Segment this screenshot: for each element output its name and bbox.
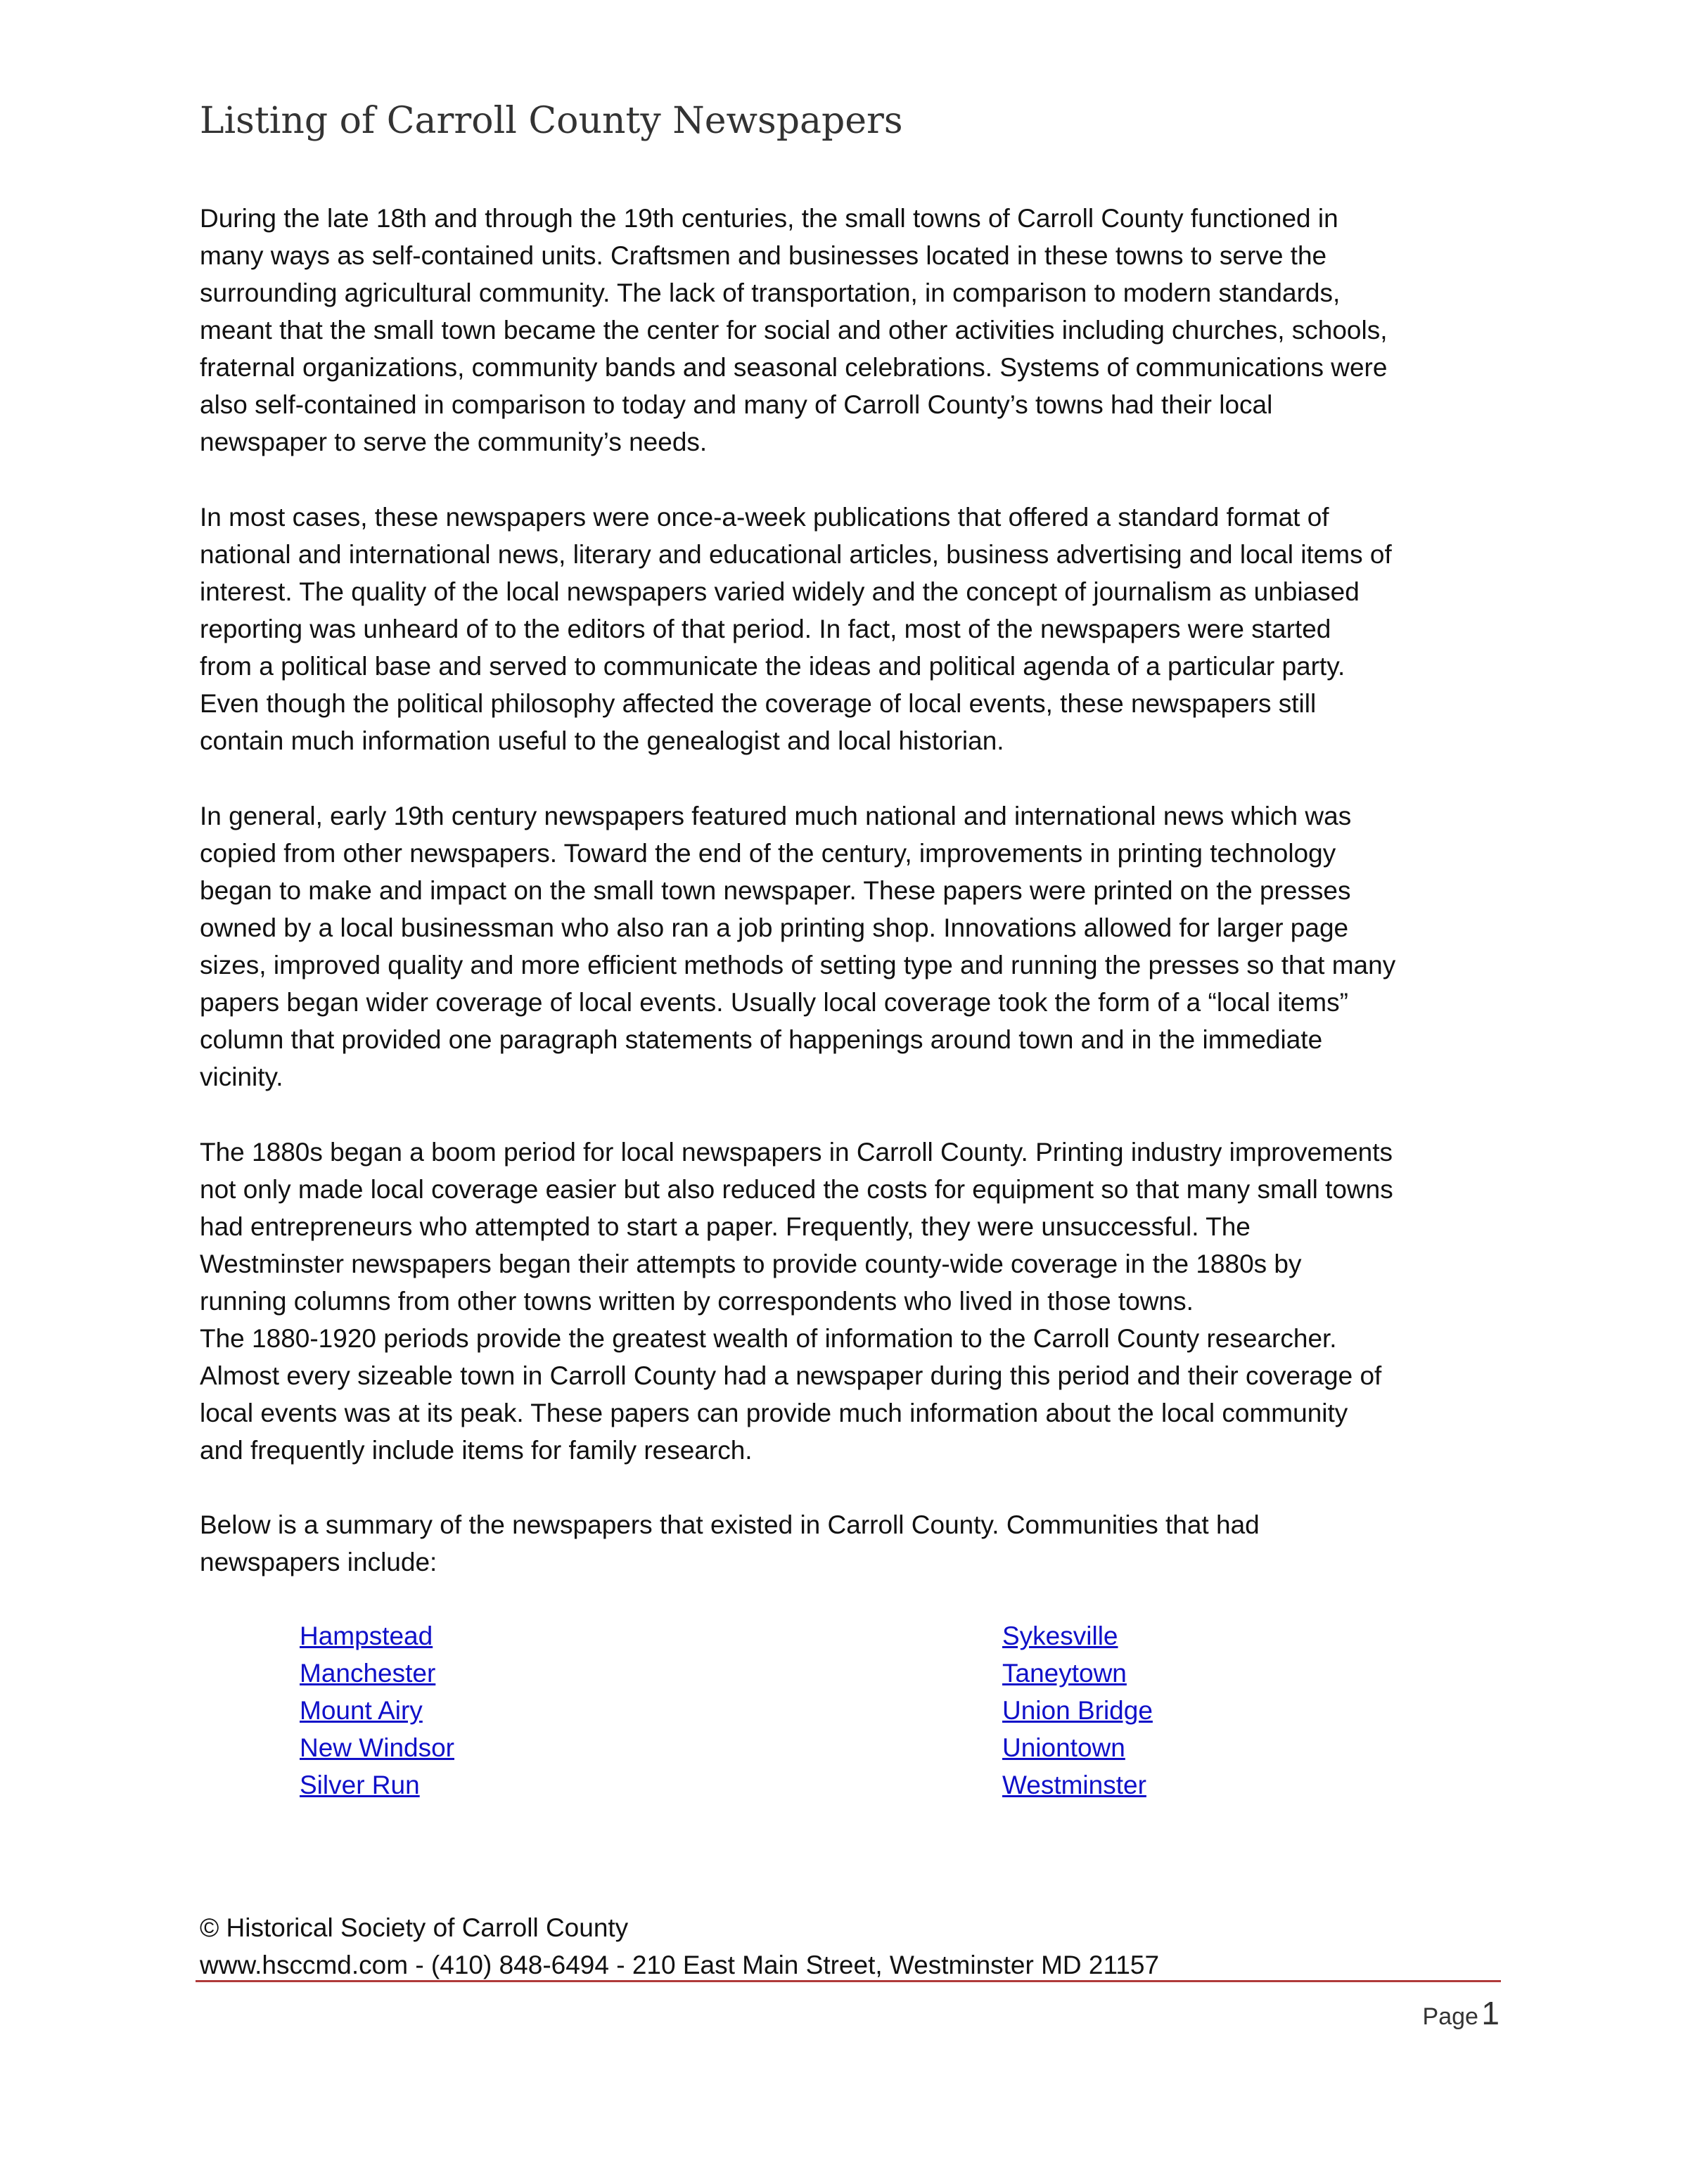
text-line: copied from other newspapers. Toward the end of the century, improvements in printing technology: [200, 839, 1336, 868]
link-hampstead[interactable]: Hampstead: [300, 1621, 433, 1650]
text-line: Even though the political philosophy affected the coverage of local events, these newspapers still: [200, 689, 1317, 718]
paragraph-publications: [200, 499, 1508, 759]
link-uniontown[interactable]: Uniontown: [1002, 1733, 1125, 1762]
text-line: newspaper to serve the community’s needs.: [200, 428, 708, 456]
link-silver-run[interactable]: Silver Run: [300, 1771, 420, 1799]
text-line: sizes, improved quality and more efficient methods of setting type and running the presses so that many: [200, 951, 1396, 979]
text-line: newspapers include:: [200, 1548, 437, 1576]
paragraph-printing: [200, 797, 1508, 1096]
paragraph-intro: [200, 200, 1508, 461]
text-line: meant that the small town became the center for social and other activities including churches, schools,: [200, 316, 1388, 345]
community-links-left-column: [300, 1617, 454, 1804]
page-footer: [200, 1909, 1508, 1984]
text-line: Below is a summary of the newspapers that existed in Carroll County. Communities that had: [200, 1510, 1260, 1539]
text-line: not only made local coverage easier but also reduced the costs for equipment so that many small towns: [200, 1175, 1393, 1204]
paragraph-boom-period: [200, 1133, 1508, 1469]
footer-divider: [196, 1980, 1501, 1982]
text-line: running columns from other towns written by correspondents who lived in those towns.: [200, 1287, 1194, 1316]
text-line: contain much information useful to the genealogist and local historian.: [200, 726, 1004, 755]
link-manchester[interactable]: Manchester: [300, 1659, 436, 1688]
page-title: Listing of Carroll County Newspapers: [200, 100, 903, 142]
text-line: fraternal organizations, community bands and seasonal celebrations. Systems of communications were: [200, 353, 1388, 382]
text-line: from a political base and served to communicate the ideas and political agenda of a particular party.: [200, 652, 1345, 681]
text-line: many ways as self-contained units. Craftsmen and businesses located in these towns to serve the: [200, 241, 1327, 270]
paragraph-summary: [200, 1506, 1508, 1581]
text-line: Westminster newspapers began their attempts to provide county-wide coverage in the 1880s by: [200, 1250, 1302, 1278]
text-line: The 1880-1920 periods provide the greatest wealth of information to the Carroll County researcher.: [200, 1324, 1337, 1353]
text-line: papers began wider coverage of local events. Usually local coverage took the form of a “local items”: [200, 988, 1348, 1017]
footer-copyright: © Historical Society of Carroll County: [200, 1913, 629, 1942]
text-line: In most cases, these newspapers were once-a-week publications that offered a standard format of: [200, 503, 1329, 532]
text-line: had entrepreneurs who attempted to start a paper. Frequently, they were unsuccessful. The: [200, 1212, 1251, 1241]
text-line: owned by a local businessman who also ran a job printing shop. Innovations allowed for larger page: [200, 913, 1349, 942]
text-line: local events was at its peak. These papers can provide much information about the local community: [200, 1399, 1348, 1427]
link-westminster[interactable]: Westminster: [1002, 1771, 1146, 1799]
text-line: also self-contained in comparison to today and many of Carroll County’s towns had their local: [200, 390, 1273, 419]
text-line: surrounding agricultural community. The lack of transportation, in comparison to modern standards,: [200, 278, 1341, 307]
text-line: In general, early 19th century newspapers featured much national and international news which was: [200, 802, 1352, 830]
footer-contact: www.hsccmd.com - (410) 848-6494 - 210 East Main Street, Westminster MD 21157: [200, 1951, 1160, 1979]
community-links-right-column: [1002, 1617, 1153, 1804]
text-line: reporting was unheard of to the editors of that period. In fact, most of the newspapers were started: [200, 615, 1331, 643]
text-line: vicinity.: [200, 1062, 283, 1091]
text-line: national and international news, literary and educational articles, business advertising and local items of: [200, 540, 1392, 569]
text-line: Almost every sizeable town in Carroll County had a newspaper during this period and their coverage of: [200, 1361, 1382, 1390]
text-line: The 1880s began a boom period for local newspapers in Carroll County. Printing industry improvements: [200, 1138, 1393, 1167]
link-new-windsor[interactable]: New Windsor: [300, 1733, 454, 1762]
page-number: [1423, 1994, 1500, 2032]
text-line: column that provided one paragraph statements of happenings around town and in the immediate: [200, 1025, 1323, 1054]
link-union-bridge[interactable]: Union Bridge: [1002, 1696, 1153, 1725]
link-taneytown[interactable]: Taneytown: [1002, 1659, 1127, 1688]
page-number-label: Page: [1422, 2003, 1478, 2030]
text-line: began to make and impact on the small town newspaper. These papers were printed on the presses: [200, 876, 1351, 905]
text-line: and frequently include items for family research.: [200, 1436, 753, 1465]
link-mount-airy[interactable]: Mount Airy: [300, 1696, 423, 1725]
page-number-value: 1: [1481, 1995, 1500, 2031]
text-line: interest. The quality of the local newspapers varied widely and the concept of journalism as unbiased: [200, 577, 1360, 606]
link-sykesville[interactable]: Sykesville: [1002, 1621, 1118, 1650]
text-line: During the late 18th and through the 19th centuries, the small towns of Carroll County functioned in: [200, 204, 1338, 233]
